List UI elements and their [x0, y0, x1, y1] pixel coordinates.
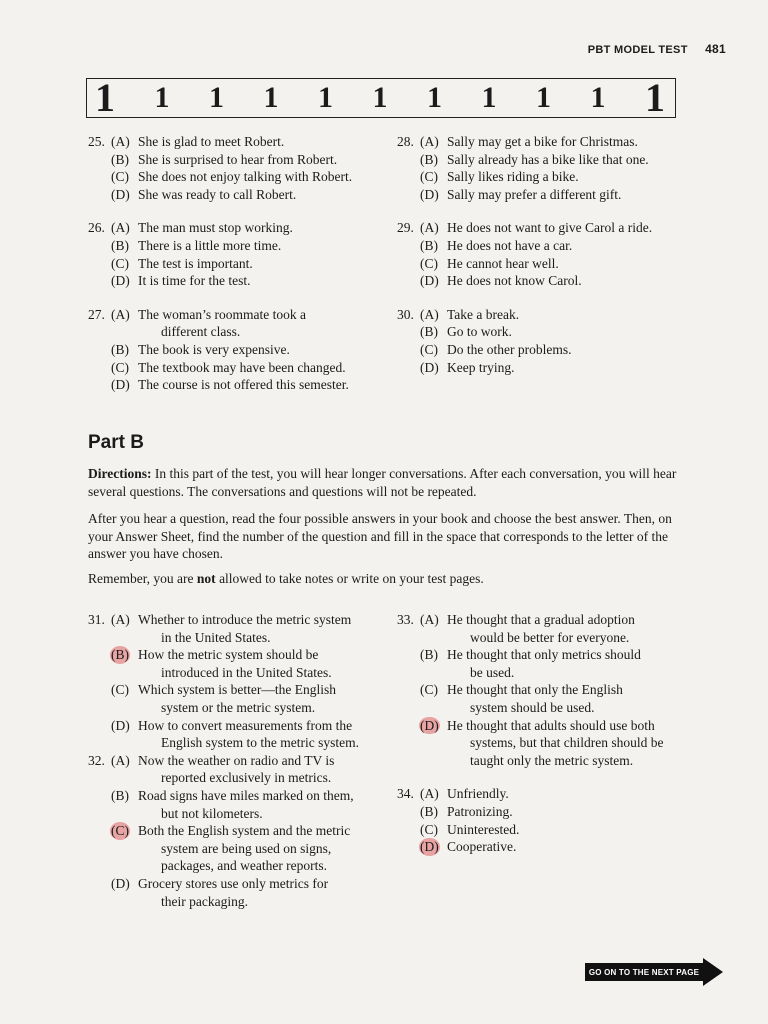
indent [111, 664, 161, 682]
option-text: packages, and weather reports. [161, 858, 328, 874]
option-letter-text: (B) [420, 151, 438, 167]
option-letter-text: (A) [111, 612, 130, 627]
option-letter[interactable] [420, 151, 447, 169]
reminder-paragraph [88, 570, 682, 588]
option-text: Unfriendly. [447, 786, 509, 802]
banner-digit: 1 [372, 81, 388, 114]
questions-31-32 [88, 611, 388, 910]
arrow-right-icon [703, 958, 723, 986]
option-text: Take a break. [447, 306, 520, 322]
option-text: He does not know Carol. [447, 273, 582, 289]
questions-33-34 [397, 611, 687, 872]
question-28 [397, 133, 687, 203]
option-letter-text: (B) [111, 151, 129, 167]
marked-answer: (B) [111, 647, 129, 663]
option-letter[interactable] [420, 272, 447, 290]
question-32 [88, 752, 388, 910]
option-text: Cooperative. [447, 839, 517, 855]
banner-digit: 1 [536, 81, 551, 114]
option-text: reported exclusively in metrics. [161, 770, 332, 786]
option-text: The book is very expensive. [138, 341, 290, 357]
option-letter[interactable] [111, 306, 138, 324]
indent [420, 664, 470, 682]
option-text: their packaging. [161, 893, 248, 909]
question-number: 29. [397, 220, 414, 236]
option-letter-text: (B) [420, 324, 438, 340]
option-text: He thought that only the English [447, 682, 623, 698]
option-letter[interactable] [420, 255, 447, 273]
option-letter[interactable] [111, 681, 138, 699]
option-text: He does not want to give Carol a ride. [447, 220, 653, 236]
option-text: She is surprised to hear from Robert. [138, 151, 338, 167]
option-letter-text: (A) [111, 134, 130, 149]
option-letter[interactable] [111, 376, 138, 394]
indent [420, 629, 470, 647]
question-number: 34. [397, 786, 414, 802]
option-letter-text: (D) [420, 186, 439, 202]
option-text: Sally already has a bike like that one. [447, 151, 649, 167]
option-letter[interactable] [111, 237, 138, 255]
option-letter-text: (C) [420, 255, 438, 271]
option-letter-text: (A) [420, 134, 439, 149]
question-number: 33. [397, 612, 414, 627]
option-letter[interactable] [111, 611, 138, 629]
question-31 [88, 611, 388, 752]
option-letter-text: (C) [420, 169, 438, 185]
option-letter-text: (A) [111, 220, 130, 236]
instructions-paragraph: After you hear a question, read the four possible answers in your book and choose the best answer. Then, on your Answer Sheet, find the number of the question and fill in the space that corresponds to the letter of the answer you have chosen. [88, 511, 672, 562]
section-banner [86, 75, 676, 120]
indent [420, 699, 470, 717]
banner-digit: 1 [645, 75, 665, 120]
option-letter[interactable] [111, 272, 138, 290]
reminder-after: allowed to take notes or write on your test pages. [215, 571, 484, 586]
option-letter-text: (D) [420, 273, 439, 289]
option-letter-text: (C) [111, 359, 129, 375]
option-letter[interactable] [111, 219, 138, 237]
indent [111, 699, 161, 717]
question-34 [397, 785, 687, 855]
question-number: 30. [397, 306, 414, 322]
question-number: 32. [88, 752, 105, 768]
option-text: introduced in the United States. [161, 664, 332, 680]
option-text: Grocery stores use only metrics for [138, 875, 329, 891]
option-letter-text: (D) [111, 377, 130, 393]
banner-digit: 1 [209, 81, 224, 114]
option-text: Both the English system and the metric [138, 823, 351, 839]
banner-digit: 1 [318, 81, 333, 114]
option-letter[interactable] [420, 219, 447, 237]
test-title: PBT MODEL TEST [587, 44, 688, 56]
option-letter[interactable] [111, 151, 138, 169]
option-text: Patronizing. [447, 803, 513, 819]
question-number: 25. [88, 134, 105, 149]
option-letter-text: (A) [420, 786, 439, 802]
option-letter-text: (B) [111, 341, 129, 357]
questions-25-27 [88, 133, 388, 410]
next-page-label: GO ON TO THE NEXT PAGE [585, 963, 703, 981]
indent [420, 734, 470, 752]
option-letter[interactable] [420, 803, 447, 821]
option-letter[interactable] [420, 717, 447, 735]
option-letter[interactable] [420, 237, 447, 255]
question-26 [88, 219, 388, 289]
question-33 [397, 611, 687, 769]
option-text: He cannot hear well. [447, 255, 559, 271]
option-text: The course is not offered this semester. [138, 377, 349, 393]
reminder-before: Remember, you are [88, 571, 197, 586]
banner-digit: 1 [263, 81, 279, 114]
option-letter[interactable] [420, 186, 447, 204]
directions-text: In this part of the test, you will hear longer conversations. After each conversation, you will hear several questions. The conversations and questions will not be repeated. [88, 466, 677, 499]
option-letter[interactable] [420, 838, 447, 856]
option-letter[interactable] [111, 787, 138, 805]
question-29 [397, 219, 687, 289]
option-text: He does not have a car. [447, 237, 573, 253]
option-letter[interactable] [111, 186, 138, 204]
option-text: She does not enjoy talking with Robert. [138, 169, 353, 185]
option-text: taught only the metric system. [470, 752, 634, 768]
option-text: system or the metric system. [161, 699, 316, 715]
indent [111, 629, 161, 647]
option-text: How to convert measurements from the [138, 717, 353, 733]
option-letter-text: (C) [111, 169, 129, 185]
option-letter-text: (D) [111, 273, 130, 289]
option-letter[interactable] [420, 306, 447, 324]
option-text: He thought that a gradual adoption [447, 612, 635, 627]
indent [111, 893, 161, 911]
banner-digit: 1 [427, 81, 442, 114]
option-letter[interactable] [420, 133, 447, 151]
indent [111, 734, 161, 752]
option-letter[interactable] [111, 255, 138, 273]
option-text: The textbook may have been changed. [138, 359, 346, 375]
option-text: be used. [470, 664, 515, 680]
option-letter[interactable] [111, 752, 138, 770]
indent [420, 752, 470, 770]
option-text: There is a little more time. [138, 237, 282, 253]
option-letter-text: (B) [420, 647, 438, 663]
option-text: The test is important. [138, 255, 253, 271]
banner-digit: 1 [154, 81, 170, 114]
question-25 [88, 133, 388, 203]
marked-answer: (C) [111, 823, 129, 839]
indent [111, 323, 161, 341]
option-letter-text: (C) [420, 682, 438, 698]
option-letter[interactable] [420, 821, 447, 839]
option-text: The man must stop working. [138, 220, 293, 236]
indent [111, 769, 161, 787]
option-letter[interactable] [420, 323, 447, 341]
option-letter[interactable] [420, 611, 447, 629]
option-letter-text: (A) [420, 306, 439, 322]
option-text: Uninterested. [447, 821, 520, 837]
option-text: system are being used on signs, [161, 840, 332, 856]
option-letter-text: (B) [420, 803, 438, 819]
option-letter-text: (D) [420, 359, 439, 375]
option-letter[interactable] [111, 822, 138, 840]
option-text: Road signs have miles marked on them, [138, 787, 354, 803]
reminder-bold: not [196, 571, 216, 586]
option-letter-text: (B) [111, 237, 129, 253]
option-text: system should be used. [470, 699, 595, 715]
option-text: in the United States. [161, 629, 271, 645]
option-letter-text: (A) [111, 752, 130, 768]
option-letter-text: (C) [420, 341, 438, 357]
option-text: Sally may get a bike for Christmas. [447, 134, 638, 149]
indent [111, 840, 161, 858]
option-letter-text: (A) [420, 220, 439, 236]
option-text: Do the other problems. [447, 341, 572, 357]
option-letter[interactable] [111, 341, 138, 359]
option-letter[interactable] [420, 681, 447, 699]
option-letter-text: (C) [420, 821, 438, 837]
option-text: The woman’s roommate took a [138, 306, 306, 322]
option-letter[interactable] [420, 168, 447, 186]
banner-digit: 1 [481, 81, 497, 114]
option-text: Sally may prefer a different gift. [447, 186, 622, 202]
option-text: Go to work. [447, 324, 512, 340]
option-letter[interactable] [111, 168, 138, 186]
indent [111, 805, 161, 823]
part-b-heading: Part B [88, 432, 144, 453]
option-text: Whether to introduce the metric system [138, 612, 352, 627]
option-text: Keep trying. [447, 359, 515, 375]
option-text: She is glad to meet Robert. [138, 134, 285, 149]
marked-answer: (D) [420, 717, 439, 733]
option-text: English system to the metric system. [161, 735, 359, 751]
option-letter[interactable] [111, 133, 138, 151]
page-number: 481 [705, 42, 726, 56]
marked-answer: (D) [420, 839, 439, 855]
option-letter-text: (C) [111, 682, 129, 698]
banner-digit: 1 [95, 75, 115, 120]
indent [111, 857, 161, 875]
questions-28-30 [397, 133, 687, 392]
option-text: would be better for everyone. [470, 629, 630, 645]
directions-label: Directions: [88, 466, 152, 481]
page-header [588, 42, 726, 56]
option-letter[interactable] [111, 646, 138, 664]
option-text: systems, but that children should be [470, 735, 664, 751]
option-letter-text: (C) [111, 255, 129, 271]
go-on-next-page-button[interactable] [585, 958, 723, 986]
banner-digit: 1 [590, 81, 606, 114]
option-letter-text: (B) [420, 237, 438, 253]
option-letter[interactable] [420, 785, 447, 803]
option-letter-text: (D) [111, 875, 130, 891]
option-text: Sally likes riding a bike. [447, 169, 579, 185]
option-letter-text: (A) [111, 306, 130, 322]
option-letter-text: (D) [111, 717, 130, 733]
option-letter-text: (B) [111, 787, 129, 803]
question-number: 28. [397, 134, 414, 149]
question-27 [88, 306, 388, 394]
option-letter-text: (A) [420, 612, 439, 627]
option-letter-text: (D) [111, 186, 130, 202]
option-letter[interactable] [420, 359, 447, 377]
directions-paragraph [88, 465, 682, 500]
option-letter[interactable] [420, 341, 447, 359]
option-text: but not kilometers. [161, 805, 263, 821]
option-letter[interactable] [111, 359, 138, 377]
option-text: He thought that adults should use both [447, 717, 655, 733]
option-text: How the metric system should be [138, 647, 319, 663]
question-number: 31. [88, 612, 105, 627]
option-text: different class. [161, 324, 241, 340]
question-number: 27. [88, 306, 105, 322]
option-text: He thought that only metrics should [447, 647, 641, 663]
option-text: It is time for the test. [138, 273, 251, 289]
option-letter[interactable] [111, 717, 138, 735]
option-letter[interactable] [111, 875, 138, 893]
option-text: She was ready to call Robert. [138, 186, 297, 202]
option-text: Now the weather on radio and TV is [138, 752, 335, 768]
question-30 [397, 306, 687, 376]
question-number: 26. [88, 220, 105, 236]
option-text: Which system is better—the English [138, 682, 336, 698]
option-letter[interactable] [420, 646, 447, 664]
